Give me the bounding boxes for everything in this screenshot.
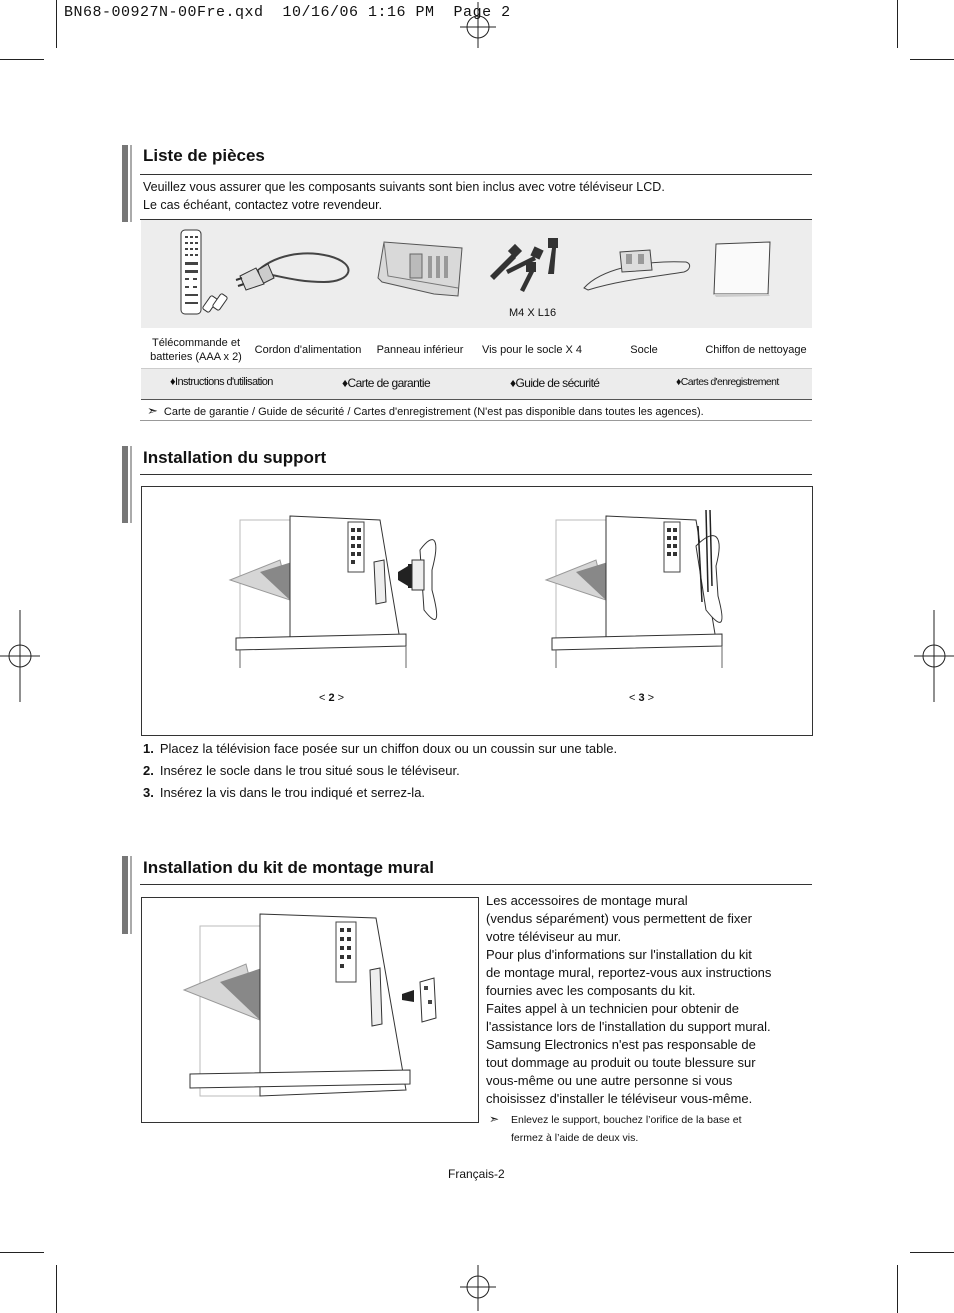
section-marker — [122, 856, 128, 934]
cleaning-cloth-icon — [712, 240, 774, 300]
paragraph-line: Faites appel à un technicien pour obtenir de — [486, 1001, 739, 1016]
screw-spec: M4 X L16 — [509, 307, 557, 319]
parts-intro — [143, 178, 665, 214]
part-label-bottom-panel: Panneau inférieur — [376, 344, 464, 356]
crop-mark — [897, 1265, 898, 1313]
paragraph-line: vous-même ou une autre personne si vous — [486, 1073, 733, 1088]
crop-mark — [56, 0, 57, 48]
crop-mark — [910, 59, 954, 60]
crop-mark — [0, 59, 44, 60]
registration-mark-icon — [460, 1265, 496, 1311]
part-label-cleaning-cloth: Chiffon de nettoyage — [705, 344, 807, 356]
section-marker — [130, 446, 132, 523]
diamond-bullet-icon: ♦ — [510, 376, 516, 390]
part-label-remote: Télécommande et batteries (AAA x 2) — [150, 337, 242, 363]
paragraph-line: Samsung Electronics n'est pas responsable de — [486, 1037, 756, 1052]
paragraph-line: Les accessoires de montage mural — [486, 893, 688, 908]
file-slug: BN68-00927N-00Fre.qxd 10/16/06 1:16 PM Page 2 — [64, 4, 511, 21]
step-item: 1. Placez la télévision face posée sur un chiffon doux ou un coussin sur une table. — [143, 741, 618, 756]
crop-mark — [56, 1265, 57, 1313]
registration-mark-icon — [914, 610, 954, 702]
part-label-power-cord: Cordon d'alimentation — [254, 344, 362, 356]
note-arrow-icon: ➣ — [147, 403, 158, 418]
section-marker — [130, 856, 132, 934]
screw-icon — [482, 234, 572, 300]
section-rule — [140, 174, 812, 175]
section-rule — [140, 474, 812, 475]
document-item: ♦Cartes d'enregistrement — [676, 376, 779, 388]
section-title-stand: Installation du support — [143, 448, 327, 467]
crop-mark — [0, 1252, 44, 1253]
paragraph-line: choisissez d'installer le téléviseur vous-même. — [486, 1091, 753, 1106]
document-item: ♦Carte de garantie — [342, 376, 431, 390]
bottom-panel-icon — [374, 238, 466, 302]
paragraph-line: l'assistance lors de l'installation du support mural. — [486, 1019, 771, 1034]
paragraph-line: de montage mural, reportez-vous aux instructions — [486, 965, 772, 980]
section-marker — [122, 446, 128, 523]
paragraph-line: (vendus séparément) vous permettent de fixer — [486, 911, 752, 926]
section-title-wall-mount: Installation du kit de montage mural — [143, 858, 434, 877]
stand-icon — [580, 242, 694, 294]
wall-mount-note: ➣ Enlevez le support, bouchez l’orifice de la base et fermez à l’aide de deux vis. — [489, 1112, 742, 1144]
tv-wall-mount-illustration — [180, 910, 460, 1110]
intro-line: Veuillez vous assurer que les composants suivants sont bien inclus avec votre téléviseur LCD. — [143, 180, 665, 194]
section-title-parts: Liste de pièces — [143, 146, 265, 165]
figure-label: < 3 > — [629, 692, 655, 704]
tv-stand-screw-illustration — [546, 506, 746, 670]
crop-mark — [897, 0, 898, 48]
crop-mark — [910, 1252, 954, 1253]
paragraph-line: fournies avec les composants du kit. — [486, 983, 696, 998]
tv-on-table-illustration — [230, 510, 450, 670]
wall-mount-description — [486, 892, 806, 1108]
section-marker — [130, 145, 132, 222]
diamond-bullet-icon: ♦ — [170, 376, 176, 388]
parts-note: ➣ Carte de garantie / Guide de sécurité / Cartes d'enregistrement (N'est pas disponible dans toutes les agences). — [147, 403, 704, 418]
paragraph-line: votre téléviseur au mur. — [486, 929, 622, 944]
remote-control-icon — [178, 228, 230, 318]
section-rule — [140, 884, 812, 885]
document-item: ♦Instructions d'utilisation — [170, 376, 273, 388]
intro-line: Le cas échéant, contactez votre revendeur. — [143, 198, 383, 212]
diamond-bullet-icon: ♦ — [676, 376, 681, 388]
step-item: 3. Insérez la vis dans le trou indiqué et serrez-la. — [143, 785, 426, 800]
power-cord-icon — [234, 244, 358, 296]
part-label-screws: Vis pour le socle X 4 — [481, 344, 583, 356]
paragraph-line: tout dommage au produit ou toute blessure sur — [486, 1055, 756, 1070]
section-rule — [140, 420, 812, 421]
note-arrow-icon: ➣ — [489, 1112, 500, 1126]
diamond-bullet-icon: ♦ — [342, 376, 348, 390]
figure-label: < 2 > — [319, 692, 345, 704]
registration-mark-icon — [0, 610, 40, 702]
part-label-stand: Socle — [630, 344, 658, 356]
step-item: 2. Insérez le socle dans le trou situé sous le téléviseur. — [143, 763, 460, 778]
paragraph-line: Pour plus d'informations sur l'installation du kit — [486, 947, 752, 962]
section-marker — [122, 145, 128, 222]
document-item: ♦Guide de sécurité — [510, 376, 600, 390]
page-number: Français-2 — [448, 1167, 505, 1181]
